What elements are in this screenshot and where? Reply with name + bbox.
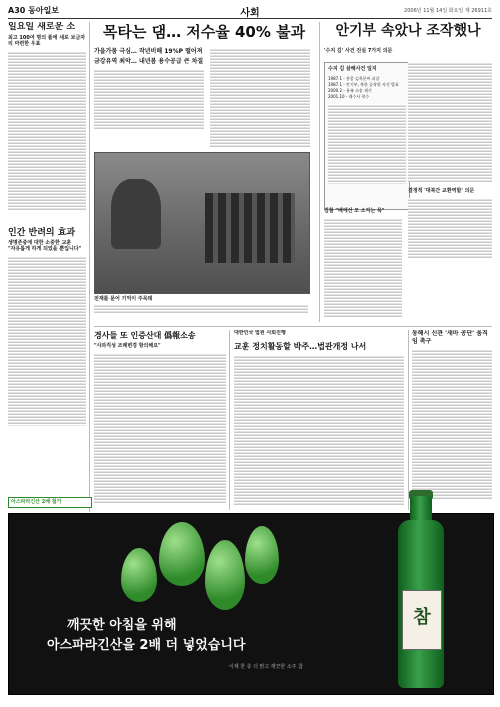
middle-center-body xyxy=(234,355,404,505)
column-divider xyxy=(319,22,320,322)
ad-leaf-1 xyxy=(159,522,205,586)
left-headline-1: 일요일 새로운 소 xyxy=(8,22,76,32)
main-body-2 xyxy=(210,48,310,148)
main-photo xyxy=(94,152,310,294)
right-story xyxy=(324,22,492,322)
timeline-box xyxy=(324,62,410,210)
right-body-3 xyxy=(324,218,402,318)
middle-right-body xyxy=(412,349,492,499)
column-divider xyxy=(408,330,409,510)
ad-headline-2: 아스파라긴산을 2배 더 넣었습니다 xyxy=(47,638,246,653)
section-title: 사회 xyxy=(240,8,260,19)
left-sub-2b: "자유롭게 하게 되었을 뿐입니다" xyxy=(8,246,82,252)
timeline-title: 수지 김 살해사건 일지 xyxy=(328,66,377,72)
middle-left-body xyxy=(94,353,226,503)
ad-leaf-4 xyxy=(245,526,279,584)
middle-side-label: 대한민국 법원 사회진행 xyxy=(234,330,286,336)
middle-left-headline: 경사들 또 인증산대 僞報소송 xyxy=(94,331,196,340)
left-body-1 xyxy=(8,51,86,211)
main-body-1 xyxy=(94,69,204,129)
ad-headline-1: 깨끗한 아침을 위해 xyxy=(67,618,177,633)
left-column xyxy=(8,22,86,497)
left-sub-1: 최고 100여 명의 품에 새로 보금자리 마련한 우표 xyxy=(8,35,86,47)
ad-leaf-2 xyxy=(205,540,245,610)
right-body-1 xyxy=(408,62,492,182)
left-headline-2: 인간 반려의 효과 xyxy=(8,228,76,238)
main-subhead-1: 가을가뭄 극심… 작년비해 19%P 떨어져 xyxy=(94,48,203,55)
middle-story-center xyxy=(234,330,404,510)
timeline-item: 2000.2 - 유족 소송 제기 xyxy=(328,88,372,93)
masthead-date: 2006년 11월 14일 화요일 제 26911호 xyxy=(404,8,492,14)
timeline-item: 1987.1 - 홍콩 김옥분씨 피살 xyxy=(328,76,380,81)
middle-left-sub: "사과직성 조례변경 항의해요" xyxy=(94,343,161,349)
timeline-item: 1987.1 - 안기부, 북한 공작원 사건 발표 xyxy=(328,82,399,87)
photo-statue xyxy=(111,179,161,249)
timeline-item: 2001.10 - 재수사 착수 xyxy=(328,94,370,99)
column-divider xyxy=(229,330,230,510)
ad-small-line: 이제 한 층 더 맑고 깨끗한 소주 참 xyxy=(229,664,303,670)
masthead xyxy=(8,4,492,19)
left-body-2 xyxy=(8,256,86,426)
ad-tag: 아스파라긴산 2배 첨가 xyxy=(8,497,92,508)
main-story xyxy=(94,22,314,322)
column-divider xyxy=(89,22,90,512)
timeline-body xyxy=(328,104,406,184)
main-subhead-2: 금강유역 최악… 내년봄 용수공급 큰 차질 xyxy=(94,58,204,65)
bottle-label xyxy=(402,590,442,650)
photo-caption-body xyxy=(94,304,308,314)
photo-crowd xyxy=(205,193,295,263)
left-sub-2: 생명존중에 대한 소중한 교훈 xyxy=(8,240,72,246)
right-quote-label: '수지 김' 사건 진실 7가지 의문 xyxy=(324,48,393,54)
middle-center-headline: 교훈 정치활동할 박주…법관개정 나서 xyxy=(234,342,367,351)
ad-leaf-3 xyxy=(121,548,157,602)
right-subhead: 결정적 '대북간 교환역할' 의문 xyxy=(408,188,475,194)
right-subhead-2: 검찰 "배에선 모 소지는 목" xyxy=(324,208,385,214)
right-body-2 xyxy=(408,198,492,258)
bottle-brand: 참 xyxy=(413,607,431,628)
middle-story-right xyxy=(412,330,492,510)
middle-story-left xyxy=(94,330,226,510)
section-divider xyxy=(94,326,492,327)
middle-right-headline: 동해시 신관 '새마 공단' 움직임 촉구 xyxy=(412,330,488,345)
main-headline: 목타는 댐… 저수율 40% 불과 xyxy=(102,23,306,41)
right-headline: 안기부 속았나 조작했나 xyxy=(335,23,481,39)
masthead-page: A30 동아일보 xyxy=(8,6,60,15)
photo-caption: 전재를 묻어 기억이 주목돼 xyxy=(94,296,153,302)
